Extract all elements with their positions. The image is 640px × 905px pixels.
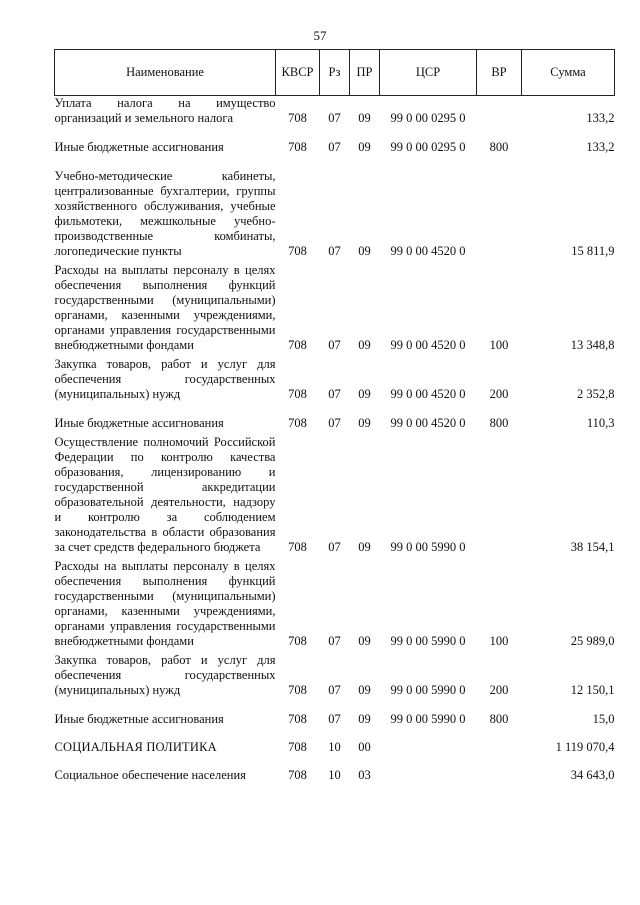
table-row	[55, 126, 615, 155]
table-row	[55, 353, 615, 402]
cell-pr: 09	[358, 338, 371, 352]
cell-kvsr: 708	[288, 140, 307, 154]
cell-csr	[380, 755, 477, 783]
cell-rz: 07	[328, 540, 341, 554]
cell-csr: 99 0 00 4520 0	[390, 338, 466, 352]
cell-sum: 133,2	[586, 111, 615, 125]
cell-kvsr: 708	[288, 683, 307, 697]
cell-vr: 100	[489, 338, 509, 352]
cell-sum: 2 352,8	[577, 387, 615, 401]
cell-sum: 15,0	[592, 712, 615, 726]
cell-pr: 03	[358, 768, 371, 782]
cell-kvsr: 708	[288, 768, 307, 782]
table-row	[55, 555, 615, 649]
cell-name: Закупка товаров, работ и услуг для обеспечения государственных (муниципальных) нужд	[54, 357, 276, 401]
cell-csr: 99 0 00 4520 0	[390, 387, 466, 401]
cell-kvsr: 708	[288, 416, 307, 430]
cell-vr	[477, 96, 522, 127]
budget-table	[54, 49, 615, 783]
cell-sum: 13 348,8	[570, 338, 615, 352]
cell-vr: 800	[489, 140, 509, 154]
cell-kvsr: 708	[288, 338, 307, 352]
cell-pr: 09	[358, 712, 371, 726]
cell-pr: 09	[358, 387, 371, 401]
cell-rz: 07	[328, 338, 341, 352]
cell-kvsr: 708	[288, 387, 307, 401]
cell-name: СОЦИАЛЬНАЯ ПОЛИТИКА	[54, 740, 217, 754]
cell-vr: 200	[489, 387, 509, 401]
cell-kvsr: 708	[288, 540, 307, 554]
header-name: Наименование	[55, 50, 276, 96]
cell-rz: 07	[328, 683, 341, 697]
cell-csr	[380, 727, 477, 755]
cell-kvsr: 708	[288, 244, 307, 258]
header-csr: ЦСР	[380, 50, 477, 96]
cell-kvsr: 708	[288, 740, 307, 754]
cell-pr: 09	[358, 416, 371, 430]
cell-sum: 15 811,9	[571, 244, 615, 258]
cell-vr	[477, 727, 522, 755]
cell-rz: 07	[328, 244, 341, 258]
cell-vr: 800	[489, 416, 509, 430]
header-vr: ВР	[477, 50, 522, 96]
cell-sum: 110,3	[586, 416, 615, 430]
cell-csr: 99 0 00 4520 0	[390, 244, 466, 258]
cell-csr: 99 0 00 0295 0	[390, 111, 466, 125]
cell-pr: 09	[358, 111, 371, 125]
cell-name: Учебно-методические кабинеты, централизованные бухгалтерии, группы хозяйственного обслуживания, учебные фильмотеки, межшкольные учебно-производственные комбинаты, логопедические пункты	[54, 169, 276, 258]
cell-name: Расходы на выплаты персоналу в целях обеспечения выполнения функций государственными (муниципальными) органами, казенными учреждениями, органами управления государственными внебюджетными фондами	[54, 559, 276, 648]
cell-name: Иные бюджетные ассигнования	[54, 140, 224, 154]
cell-vr	[477, 431, 522, 555]
cell-name: Уплата налога на имущество организаций и земельного налога	[54, 96, 276, 125]
header-rz: Рз	[320, 50, 350, 96]
cell-csr: 99 0 00 0295 0	[390, 140, 466, 154]
cell-sum: 1 119 070,4	[555, 740, 615, 754]
header-kvsr: КВСР	[276, 50, 320, 96]
cell-vr	[477, 155, 522, 259]
cell-kvsr: 708	[288, 634, 307, 648]
cell-sum: 38 154,1	[570, 540, 615, 554]
table-row	[55, 649, 615, 698]
cell-name: Иные бюджетные ассигнования	[54, 416, 224, 430]
table-row	[55, 431, 615, 555]
cell-name: Закупка товаров, работ и услуг для обеспечения государственных (муниципальных) нужд	[54, 653, 276, 697]
cell-rz: 07	[328, 634, 341, 648]
cell-rz: 10	[328, 740, 341, 754]
table-row	[55, 755, 615, 783]
cell-pr: 00	[358, 740, 371, 754]
cell-pr: 09	[358, 634, 371, 648]
cell-csr: 99 0 00 4520 0	[390, 416, 466, 430]
cell-csr: 99 0 00 5990 0	[390, 683, 466, 697]
table-row	[55, 727, 615, 755]
cell-rz: 07	[328, 712, 341, 726]
header-pr: ПР	[350, 50, 380, 96]
table-row	[55, 155, 615, 259]
table-row	[55, 698, 615, 727]
cell-vr: 200	[489, 683, 509, 697]
table-row	[55, 259, 615, 353]
cell-vr: 100	[489, 634, 509, 648]
table-header-row	[55, 50, 615, 96]
cell-kvsr: 708	[288, 712, 307, 726]
cell-name: Осуществление полномочий Российской Федерации по контролю качества образования, лицензированию и государственной аккредитации образовательной деятельности, надзору и контролю за соблюдением законодательства в области образования за счет средств федерального бюджета	[54, 435, 276, 554]
cell-name: Иные бюджетные ассигнования	[54, 712, 224, 726]
cell-pr: 09	[358, 683, 371, 697]
cell-pr: 09	[358, 540, 371, 554]
cell-sum: 12 150,1	[570, 683, 615, 697]
cell-vr: 800	[489, 712, 509, 726]
cell-rz: 10	[328, 768, 341, 782]
cell-rz: 07	[328, 416, 341, 430]
cell-csr: 99 0 00 5990 0	[390, 712, 466, 726]
header-sum: Сумма	[522, 50, 615, 96]
cell-rz: 07	[328, 111, 341, 125]
cell-pr: 09	[358, 140, 371, 154]
table-row	[55, 96, 615, 127]
cell-sum: 25 989,0	[570, 634, 615, 648]
cell-sum: 34 643,0	[570, 768, 615, 782]
cell-name: Расходы на выплаты персоналу в целях обеспечения выполнения функций государственными (муниципальными) органами, казенными учреждениями, органами управления государственными внебюджетными фондами	[54, 263, 276, 352]
cell-vr	[477, 755, 522, 783]
page-number: 57	[313, 28, 327, 43]
cell-name: Социальное обеспечение населения	[54, 768, 246, 782]
cell-csr: 99 0 00 5990 0	[390, 634, 466, 648]
cell-sum: 133,2	[586, 140, 615, 154]
cell-pr: 09	[358, 244, 371, 258]
cell-rz: 07	[328, 387, 341, 401]
table-row	[55, 402, 615, 431]
cell-kvsr: 708	[288, 111, 307, 125]
cell-rz: 07	[328, 140, 341, 154]
cell-csr: 99 0 00 5990 0	[390, 540, 466, 554]
